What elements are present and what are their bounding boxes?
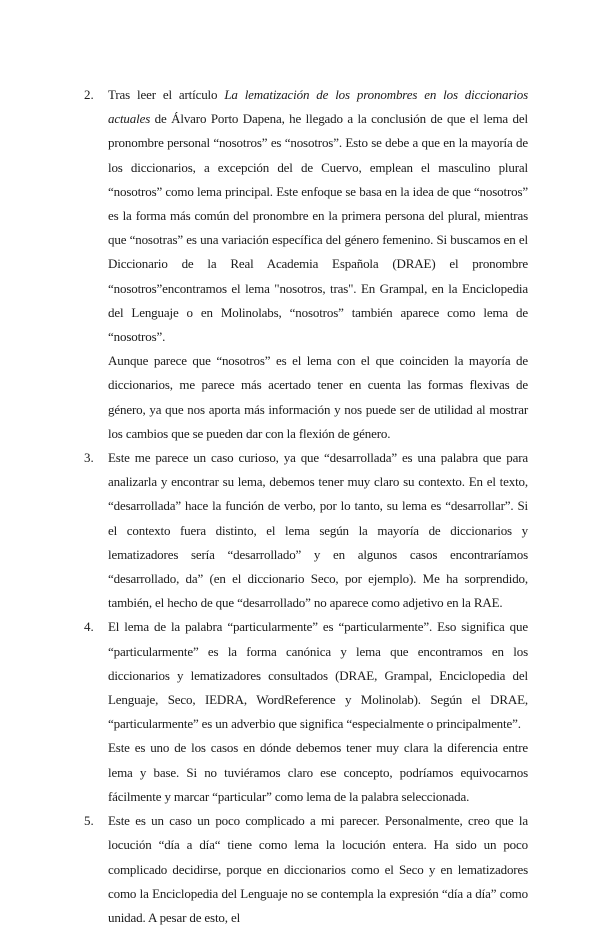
list-item: [84, 83, 528, 446]
paragraph: Este me parece un caso curioso, ya que “desarrollada” es una palabra que para analizarla y encontrar su lema, debemos tener muy claro su contexto. En el texto, “desarrollada” hace la función de verbo, por lo tanto, su lema es “desarrollar”. Si el contexto fuera distinto, el lema según la mayoría de diccionarios y lematizadores sería “desarrollado” y en algunos casos encontraríamos “desarrollado, da” (en el diccionario Seco, por ejemplo). Me ha sorprendido, también, el hecho de que “desarrollado” no aparece como adjetivo en la RAE.: [108, 450, 528, 611]
paragraph-text: de Álvaro Porto Dapena, he llegado a la conclusión de que el lema del pronombre personal “nosotros” es “nosotros”. Esto se debe a que en la mayoría de los diccionarios, a excepción del de Cuervo, emplean el masculino plural “nosotros” como lema principal. Este enfoque se basa en la idea de que “nosotros” es la forma más común del pronombre en la primera persona del plural, mientras que “nosotras” es una variación específica del género femenino. Si buscamos en el Diccionario de la Real Academia Española (DRAE) el pronombre “nosotros”encontramos el lema "nosotros, tras". En Grampal, en la Enciclopedia del Lenguaje o en Molinolabs, “nosotros” también aparece como lema de “nosotros”.: [108, 111, 528, 345]
list-item: [84, 446, 528, 615]
paragraph: El lema de la palabra “particularmente” es “particularmente”. Eso significa que “particularmente” es la forma canónica y lema que encontramos en los diccionarios y lematizadores consultados (DRAE, Grampal, Enciclopedia del Lenguaje, Seco, IEDRA, WordReference y Molinolab). Según el DRAE, “particularmente” es un adverbio que significa “especialmente o principalmente”.: [108, 619, 528, 732]
list-item-number: 4.: [84, 619, 94, 635]
paragraph: Aunque parece que “nosotros” es el lema con el que coinciden la mayoría de diccionarios, me parece más acertado tener en cuenta las formas flexivas de género, ya que nos aporta más información y nos puede ser de utilidad al mostrar los cambios que se pueden dar con la flexión de género.: [108, 353, 528, 441]
list-item: [84, 809, 528, 930]
numbered-list: [84, 83, 528, 930]
paragraph: [108, 83, 528, 349]
list-item-number: 5.: [84, 813, 94, 829]
list-item: [84, 615, 528, 809]
paragraph-text: Tras leer el artículo: [108, 87, 225, 102]
list-item-number: 2.: [84, 87, 94, 102]
article-title: La lematización de los pronombres en los diccionarios actuales: [108, 87, 528, 127]
list-item-number: 3.: [84, 450, 94, 466]
paragraph: Este es uno de los casos en dónde debemos tener muy clara la diferencia entre lema y base. Si no tuviéramos claro ese concepto, podríamos equivocarnos fácilmente y marcar “particular” como lema de la palabra seleccionada.: [108, 740, 528, 804]
paragraph: Este es un caso un poco complicado a mi parecer. Personalmente, creo que la locución “día a día“ tiene como lema la locución entera. Ha sido un poco complicado decidirse, porque en diccionarios como el Seco y en lematizadores como la Enciclopedia del Lenguaje no se contempla la expresión “día a día” como unidad. A pesar de esto, el: [108, 813, 528, 925]
